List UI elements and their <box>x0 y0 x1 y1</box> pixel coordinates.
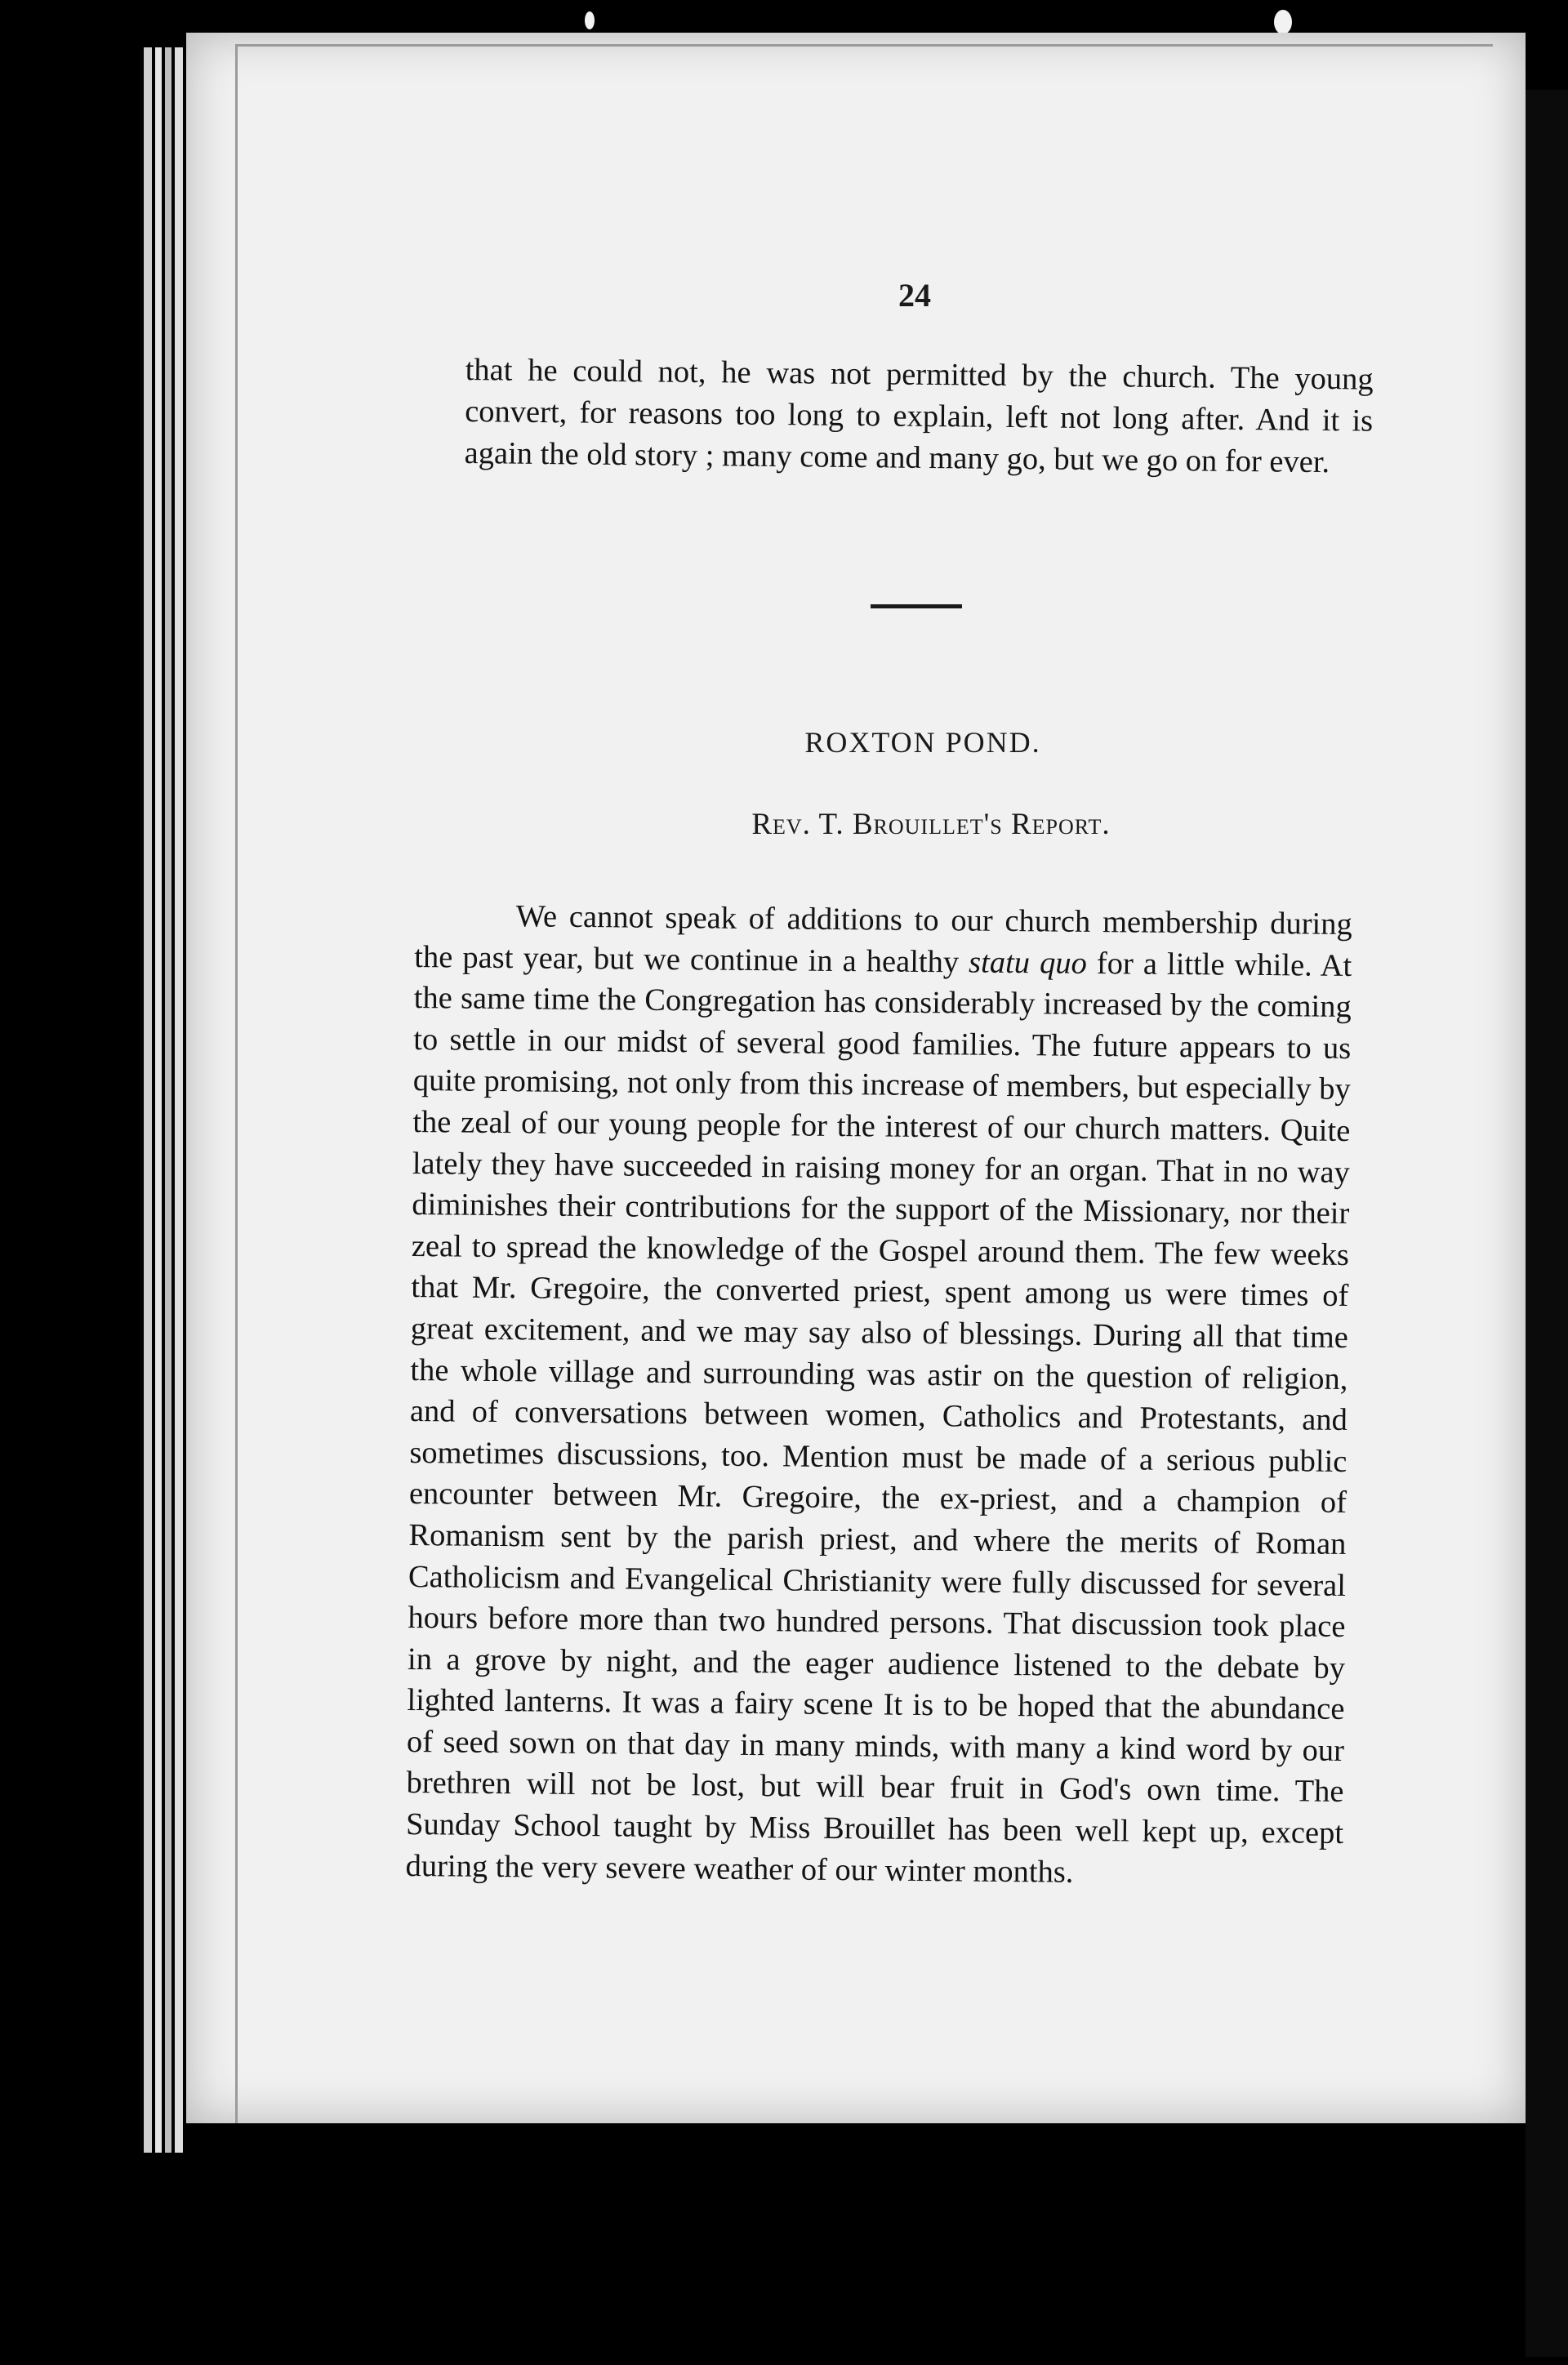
page-edge <box>155 47 162 2153</box>
continuation-paragraph: that he could not, he was not permitted by the church. The young convert, for reasons too long to explain, left not long after. And it is again the old story ; many come and many go, but we go on for ever. <box>464 352 1374 480</box>
page-edge <box>165 47 172 2153</box>
dust-speck <box>585 11 595 29</box>
dust-speck <box>1274 10 1292 34</box>
report-paragraph: We cannot speak of additions to our church membership during the past year, but we continue in a healthy statu quo for a little while. At the same time the Congregation has considerably increased by the coming to settle in our midst of several good families. The future appears to us quite promising, not only from this increase of members, but especially by the zeal of our young people for the interest of our church matters. Quite lately they have succeeded in raising money for an organ. That in no way diminishes their contributions for the support of the Missionary, nor their zeal to spread the knowledge of the Gospel around them. The few weeks that Mr. Gregoire, the converted priest, spent among us were times of great excitement, and we may say also of blessings. During all that time the whole village and surrounding was astir on the question of religion, and of conversations between women, Catholics and Protestants, and sometimes discussions, too. Mention must be made of a serious public encounter between Mr. Gregoire, the ex-priest, and a champion of Romanism sent by the parish priest, and where the merits of Roman Catholicism and Evangelical Christianity were fully discussed for several hours before more than two hundred persons. That discussion took place in a grove by night, and the eager audience listened to the debate by lighted lanterns. It was a fairy scene It is to be hoped that the abundance of seed sown on that day in many minds, with many a kind word by our brethren will not be lost, but will bear fruit in God's own time. The Sunday School taught by Miss Brouillet has been well kept up, except during the very severe weather of our winter months. <box>405 899 1352 1890</box>
page-number: 24 <box>898 277 931 314</box>
page-edge <box>144 47 152 2153</box>
section-divider <box>871 604 962 608</box>
section-title: ROXTON POND. <box>804 726 1041 759</box>
section-subtitle: Rev. T. Brouillet's Report. <box>751 808 1111 841</box>
book-spine <box>1526 90 1568 2357</box>
page-edge <box>175 47 183 2153</box>
